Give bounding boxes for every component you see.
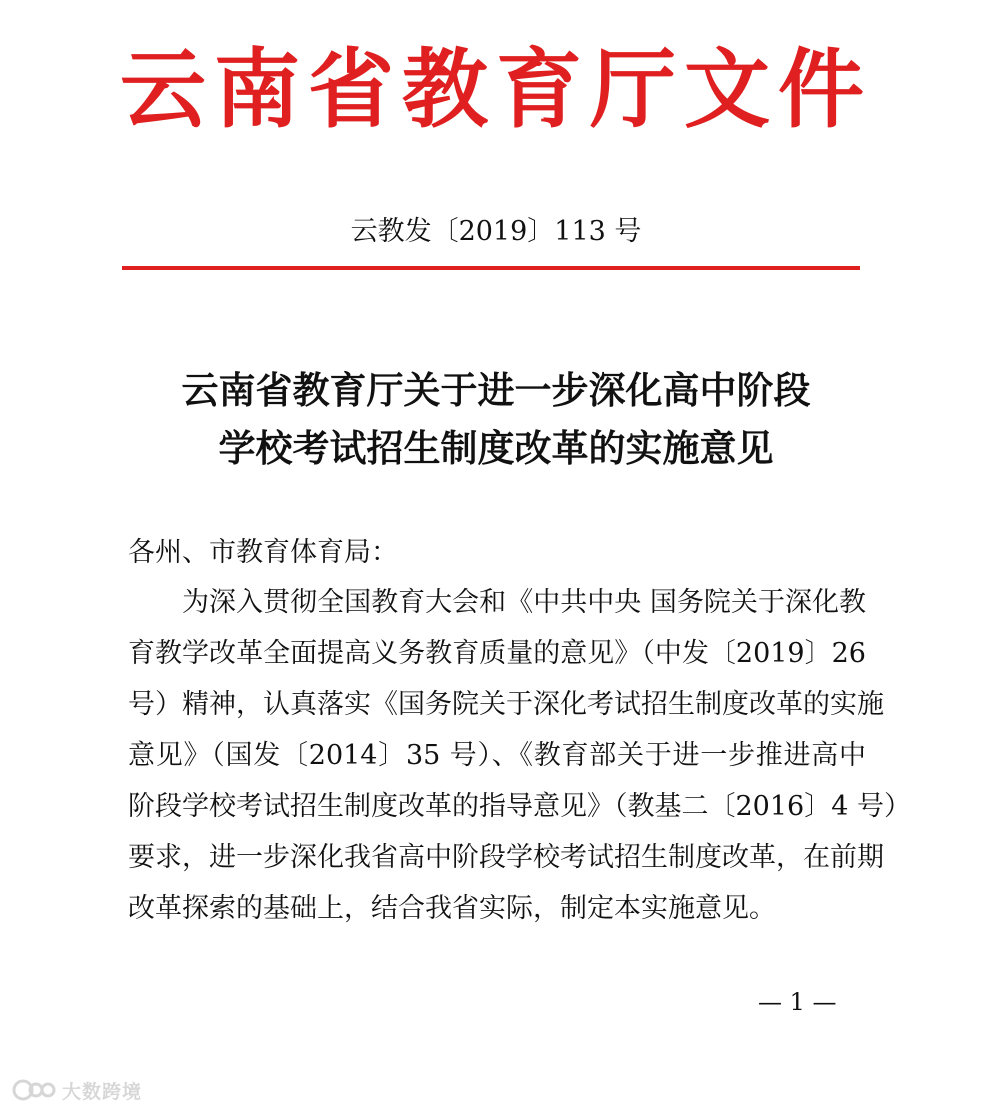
document-title-line-1: 云南省教育厅关于进一步深化高中阶段 xyxy=(181,368,811,412)
document-title-line-2: 学校考试招生制度改革的实施意见 xyxy=(218,426,774,470)
document-number: 云教发〔2019〕113 号 xyxy=(350,216,642,247)
watermark-text: 大数跨境 xyxy=(62,1080,143,1103)
body-text-line: 要求，进一步深化我省高中阶段学校考试招生制度改革，在前期 xyxy=(128,842,884,873)
body-text-line: 改革探索的基础上，结合我省实际，制定本实施意见。 xyxy=(128,893,776,924)
watermark xyxy=(12,1076,142,1104)
addressee-line: 各州、市教育体育局： xyxy=(128,537,398,568)
body-text-line: 为深入贯彻全国教育大会和《中共中央 国务院关于深化教 xyxy=(182,587,866,618)
body-text-line: 育教学改革全面提高义务教育质量的意见》（中发〔2019〕26 xyxy=(128,638,866,669)
document-masthead: 云南省教育厅文件 xyxy=(120,39,872,140)
body-text-line: 阶段学校考试招生制度改革的指导意见》（教基二〔2016〕4 号） xyxy=(128,791,911,822)
body-text-line: 号）精神，认真落实《国务院关于深化考试招生制度改革的实施 xyxy=(128,689,884,720)
page-number: — 1 — xyxy=(758,988,837,1016)
brand-logo-icon xyxy=(12,1077,58,1103)
body-text-line: 意见》（国发〔2014〕35 号）、《教育部关于进一步推进高中 xyxy=(128,740,866,771)
red-divider-line xyxy=(122,266,860,270)
